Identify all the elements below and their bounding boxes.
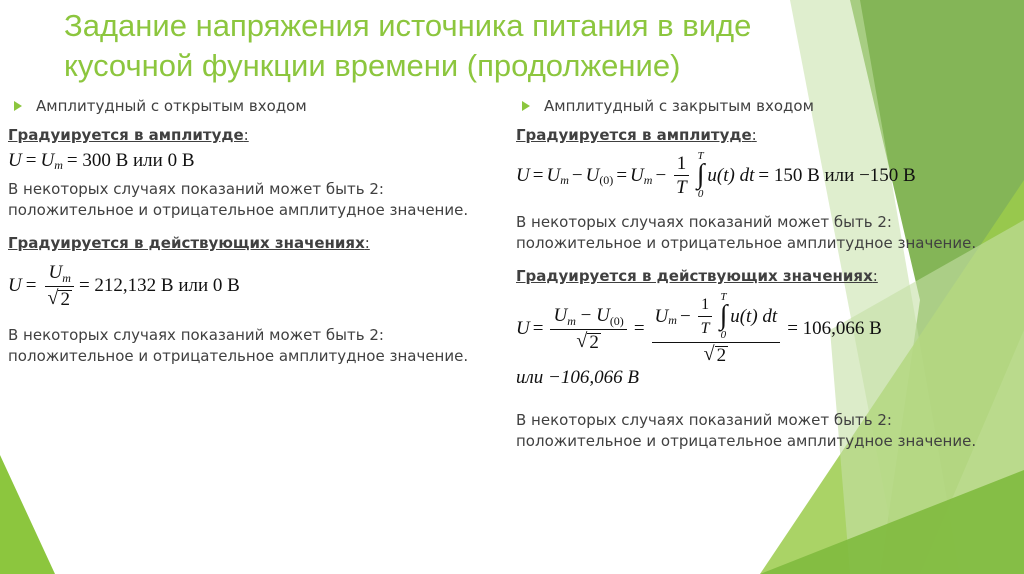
facet-bottom-left — [0, 455, 55, 574]
formula-fraction: $\frac{1}{T}$ — [673, 153, 690, 198]
formula-result: = 106,066 В — [787, 317, 882, 339]
left-bullet — [8, 96, 478, 117]
right-heading-amplitude: Градуируется в амплитуде: — [516, 126, 757, 144]
formula-symbol: U — [8, 150, 22, 171]
right-column — [516, 96, 986, 452]
right-heading-amplitude-text: Градуируется в амплитуде — [516, 126, 752, 144]
formula-symbol: U — [516, 164, 530, 186]
right-bullet-text: Амплитудный с закрытым входом — [544, 97, 814, 115]
right-formula-amplitude: U = U m − U (0) = U m − $\frac{1}{T}$ T ∫ 0 u(t) dt = 150 В или −150 В — [516, 150, 916, 200]
right-formula-rms-alt — [516, 367, 986, 388]
bullet-triangle-icon — [522, 101, 530, 111]
right-note-1: В некоторых случаях показаний может быть 2: положительное и отрицательное амплитудное значение. — [516, 213, 977, 252]
integral-sign: T ∫ 0 — [696, 150, 705, 200]
left-note-2: В некоторых случаях показаний может быть 2: положительное и отрицательное амплитудное значение. — [8, 326, 469, 365]
formula-symbol: U — [40, 150, 55, 171]
formula-fraction-1: $U_m - U_{(0)}$ √ 2 — [550, 305, 626, 352]
left-heading-rms-text: Градуируется в действующих значениях — [8, 234, 365, 252]
left-note-1: В некоторых случаях показаний может быть 2: положительное и отрицательное амплитудное значение. — [8, 180, 469, 219]
right-heading-rms: Градуируется в действующих значениях: — [516, 267, 878, 285]
right-bullet — [516, 96, 986, 117]
left-heading-rms: Градуируется в действующих значениях: — [8, 234, 370, 252]
right-formula-rms: U = $U_m - U_{(0)}$ √ 2 = U m − $\frac{1}{T}$ T ∫ 0 u(t) dt √ 2 = 106,066 В — [516, 291, 882, 366]
right-note-2: В некоторых случаях показаний может быть 2: положительное и отрицательное амплитудное значение. — [516, 411, 977, 450]
fraction-denominator-sqrt: √ 2 — [47, 287, 70, 310]
left-formula-amplitude — [8, 150, 478, 171]
formula-result: = 300 В или 0 В — [66, 150, 195, 171]
left-heading-amplitude: Градуируется в амплитуде: — [8, 126, 249, 144]
slide-title: Задание напряжения источника питания в виде кусочной функции времени (продолжение) — [64, 8, 752, 83]
formula-integrand: u(t) dt — [707, 164, 755, 186]
left-bullet-text: Амплитудный с открытым входом — [36, 97, 307, 115]
fraction-numerator: $U_m$ — [45, 262, 73, 287]
formula-equals: = — [25, 275, 37, 296]
formula-symbol: U — [8, 275, 22, 296]
left-heading-amplitude-text: Градуируется в амплитуде — [8, 126, 244, 144]
formula-subscript: m — [54, 158, 63, 172]
formula-alt-result: или −106,066 В — [516, 367, 639, 388]
left-formula-rms — [8, 262, 478, 309]
formula-fraction — [44, 262, 74, 309]
formula-result: = 212,132 В или 0 В — [78, 275, 240, 296]
formula-result: = 150 В или −150 В — [758, 164, 916, 186]
formula-fraction-2: U m − $\frac{1}{T}$ T ∫ 0 u(t) dt √ 2 — [652, 291, 781, 365]
bullet-triangle-icon — [14, 101, 22, 111]
formula-equals: = — [25, 150, 37, 171]
formula-symbol: U — [516, 317, 530, 339]
right-heading-rms-text: Градуируется в действующих значениях — [516, 267, 873, 285]
left-column — [8, 96, 478, 367]
